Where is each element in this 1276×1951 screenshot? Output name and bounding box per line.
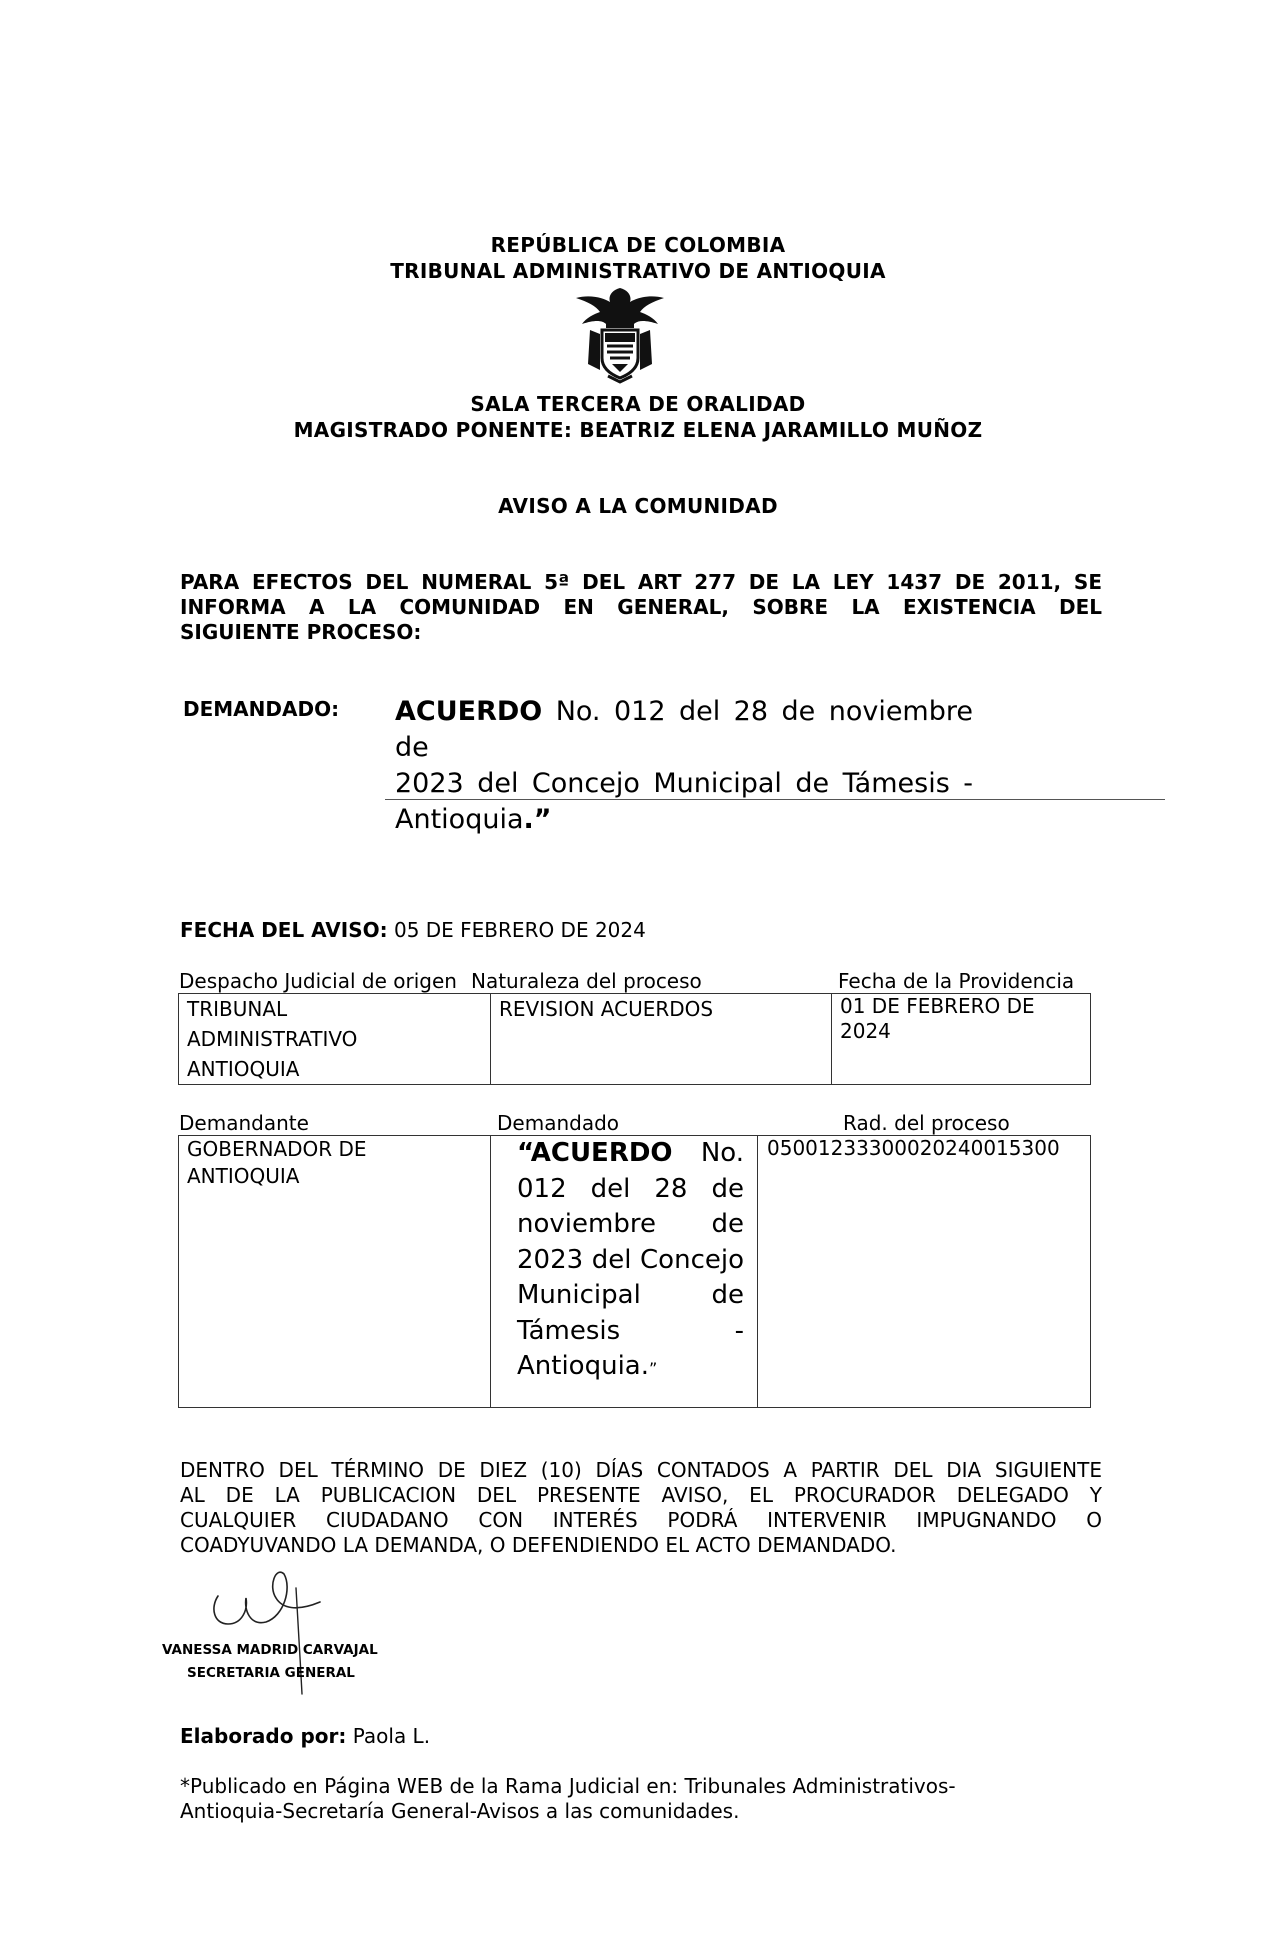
- acuerdo-line-3-end: .”: [523, 804, 552, 835]
- demandado-line: Municipal de: [517, 1280, 744, 1310]
- page-title: AVISO A LA COMUNIDAD: [498, 494, 778, 518]
- intro-line: SIGUIENTE PROCESO:: [180, 620, 422, 644]
- despacho-cell: [179, 994, 491, 1085]
- fecha-aviso-label: FECHA DEL AVISO:: [180, 918, 388, 942]
- closing-line: COADYUVANDO LA DEMANDA, O DEFENDIENDO EL ACTO DEMANDADO.: [180, 1533, 897, 1557]
- closing-line: CUALQUIER CIUDADANO CON INTERÉS PODRÁ INTERVENIR IMPUGNANDO O: [180, 1508, 1102, 1532]
- fecha-aviso: [180, 918, 646, 942]
- demandado-line: 2023 del Concejo: [517, 1244, 744, 1275]
- demandado-cell: [491, 1136, 758, 1408]
- table-row: [179, 994, 1091, 1085]
- header-naturaleza: Naturaleza del proceso: [471, 969, 702, 993]
- elaborado-label: Elaborado por:: [180, 1724, 347, 1748]
- acuerdo-line-2: 2023 del Concejo Municipal de Támesis -: [395, 768, 973, 799]
- acuerdo-word: ACUERDO: [395, 696, 543, 727]
- naturaleza-value: REVISION ACUERDOS: [499, 997, 714, 1021]
- fecha-aviso-value: 05 DE FEBRERO DE 2024: [387, 918, 646, 942]
- despacho-line: ANTIOQUIA: [187, 1057, 300, 1081]
- publicado-line: *Publicado en Página WEB de la Rama Judicial en: Tribunales Administrativos-: [180, 1774, 956, 1798]
- naturaleza-cell: [491, 994, 832, 1085]
- demandante-line: ANTIOQUIA: [187, 1164, 300, 1188]
- demandado-no: No.: [700, 1138, 744, 1168]
- republic-heading: REPÚBLICA DE COLOMBIA: [490, 233, 786, 257]
- acuerdo-line-1: No. 012 del 28 de noviembre de: [395, 696, 973, 763]
- fecha-providencia-line: 2024: [840, 1019, 891, 1043]
- demandado-line: 012 del 28 de: [517, 1173, 744, 1204]
- despacho-line: TRIBUNAL: [187, 997, 288, 1021]
- despacho-line: ADMINISTRATIVO: [187, 1027, 358, 1051]
- header-despacho: Despacho Judicial de origen: [179, 969, 457, 993]
- demandado-last-line: Antioquia.: [517, 1351, 649, 1381]
- intro-line: INFORMA A LA COMUNIDAD EN GENERAL, SOBRE LA EXISTENCIA DEL: [180, 595, 1102, 619]
- radicado-cell: [758, 1136, 1091, 1408]
- elaborado-value: Paola L.: [346, 1724, 431, 1748]
- closing-paragraph: [180, 1458, 1102, 1558]
- header-radicado: Rad. del proceso: [843, 1111, 1010, 1135]
- coat-of-arms-emblem: [560, 284, 680, 384]
- intro-line: PARA EFECTOS DEL NUMERAL 5ª DEL ART 277 DE LA LEY 1437 DE 2011, SE: [180, 570, 1102, 594]
- header-demandado: Demandado: [497, 1111, 620, 1135]
- demandante-cell: [179, 1136, 491, 1408]
- demandado-line: Támesis -: [517, 1315, 744, 1346]
- elaborado-por: [180, 1724, 430, 1748]
- closing-line: AL DE LA PUBLICACION DEL PRESENTE AVISO, EL PROCURADOR DELEGADO Y: [180, 1483, 1102, 1507]
- demandado-description: [395, 694, 973, 838]
- demandante-line: GOBERNADOR DE: [187, 1137, 367, 1161]
- fecha-providencia-line: 01 DE FEBRERO DE: [840, 994, 1035, 1018]
- intro-paragraph: [180, 570, 1102, 645]
- signer-role: SECRETARIA GENERAL: [187, 1665, 355, 1681]
- process-parties-table: [178, 1135, 1091, 1408]
- demandado-underline: [385, 799, 1165, 800]
- demandado-close-quote: ”: [649, 1359, 658, 1378]
- publicado-line: Antioquia-Secretaría General-Avisos a las comunidades.: [180, 1799, 740, 1823]
- fecha-providencia-cell: [832, 994, 1091, 1085]
- magistrado-heading: MAGISTRADO PONENTE: BEATRIZ ELENA JARAMILLO MUÑOZ: [293, 418, 983, 442]
- acuerdo-line-3: Antioquia: [395, 804, 524, 835]
- process-origin-table: [178, 993, 1091, 1085]
- table-row: [179, 1136, 1091, 1408]
- radicado-value: 05001233300020240015300: [767, 1136, 1060, 1160]
- publicado-note: [180, 1774, 956, 1824]
- signer-name: VANESSA MADRID CARVAJAL: [162, 1642, 378, 1658]
- demandado-line: noviembre de: [517, 1209, 744, 1239]
- demandado-acuerdo: “ACUERDO: [517, 1138, 673, 1168]
- tribunal-heading: TRIBUNAL ADMINISTRATIVO DE ANTIOQUIA: [390, 259, 886, 283]
- sala-heading: SALA TERCERA DE ORALIDAD: [470, 392, 806, 416]
- header-fecha-providencia: Fecha de la Providencia: [838, 969, 1075, 993]
- closing-line: DENTRO DEL TÉRMINO DE DIEZ (10) DÍAS CONTADOS A PARTIR DEL DIA SIGUIENTE: [180, 1458, 1102, 1482]
- demandado-label: DEMANDADO:: [183, 697, 340, 721]
- header-demandante: Demandante: [179, 1111, 309, 1135]
